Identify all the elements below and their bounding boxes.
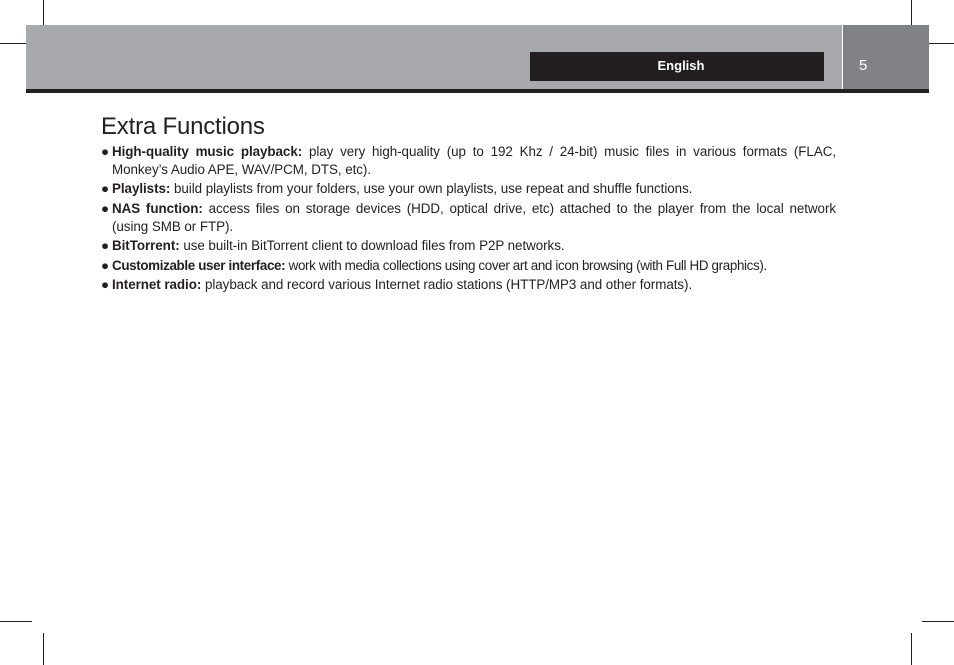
bullet-icon: ● <box>101 181 110 197</box>
feature-description: play very high-quality (up to 192 Khz / 24-bit) music files in various formats (FLAC, Monkey’s Audio APE, WAV/PCM, DTS, etc). <box>112 144 836 177</box>
crop-mark-bottom-left-horizontal <box>0 621 32 622</box>
section-title: Extra Functions <box>101 113 265 140</box>
bullet-icon: ● <box>101 257 109 273</box>
bullet-icon: ● <box>101 144 110 159</box>
bullet-icon: ● <box>101 238 110 254</box>
feature-description: work with media collections using cover art and icon browsing (with Full HD graphics). <box>288 257 767 273</box>
bullet-icon: ● <box>101 200 110 216</box>
feature-term: Internet radio: <box>112 276 202 292</box>
feature-term: Playlists: <box>112 181 171 197</box>
feature-list <box>101 143 836 294</box>
crop-mark-bottom-right-horizontal <box>922 621 954 622</box>
feature-item-bittorrent <box>101 237 836 255</box>
page-number: 5 <box>859 57 868 74</box>
feature-item-internet-radio <box>101 276 836 294</box>
page-number-box <box>843 25 929 89</box>
header-rule <box>26 89 929 93</box>
content <box>101 112 836 295</box>
feature-description: use built-in BitTorrent client to download files from P2P networks. <box>183 238 565 254</box>
crop-mark-bottom-left-vertical <box>43 633 44 665</box>
feature-description: access files on storage devices (HDD, optical drive, etc) attached to the player from the local network (using SMB or FTP). <box>112 200 836 234</box>
feature-item-music-playback <box>101 143 836 179</box>
feature-term: NAS function: <box>112 200 203 216</box>
crop-mark-bottom-right-vertical <box>911 633 912 665</box>
feature-term: Customizable user interface: <box>112 257 286 273</box>
language-tab: English <box>530 52 824 81</box>
feature-description: build playlists from your folders, use your own playlists, use repeat and shuffle functions. <box>173 181 693 197</box>
feature-term: High-quality music playback: <box>112 144 303 159</box>
bullet-icon: ● <box>101 276 110 292</box>
feature-item-user-interface <box>101 257 836 275</box>
feature-item-playlists <box>101 180 836 198</box>
feature-description: playback and record various Internet radio stations (HTTP/MP3 and other formats). <box>204 276 693 292</box>
feature-item-nas <box>101 200 836 236</box>
feature-term: BitTorrent: <box>112 238 180 254</box>
